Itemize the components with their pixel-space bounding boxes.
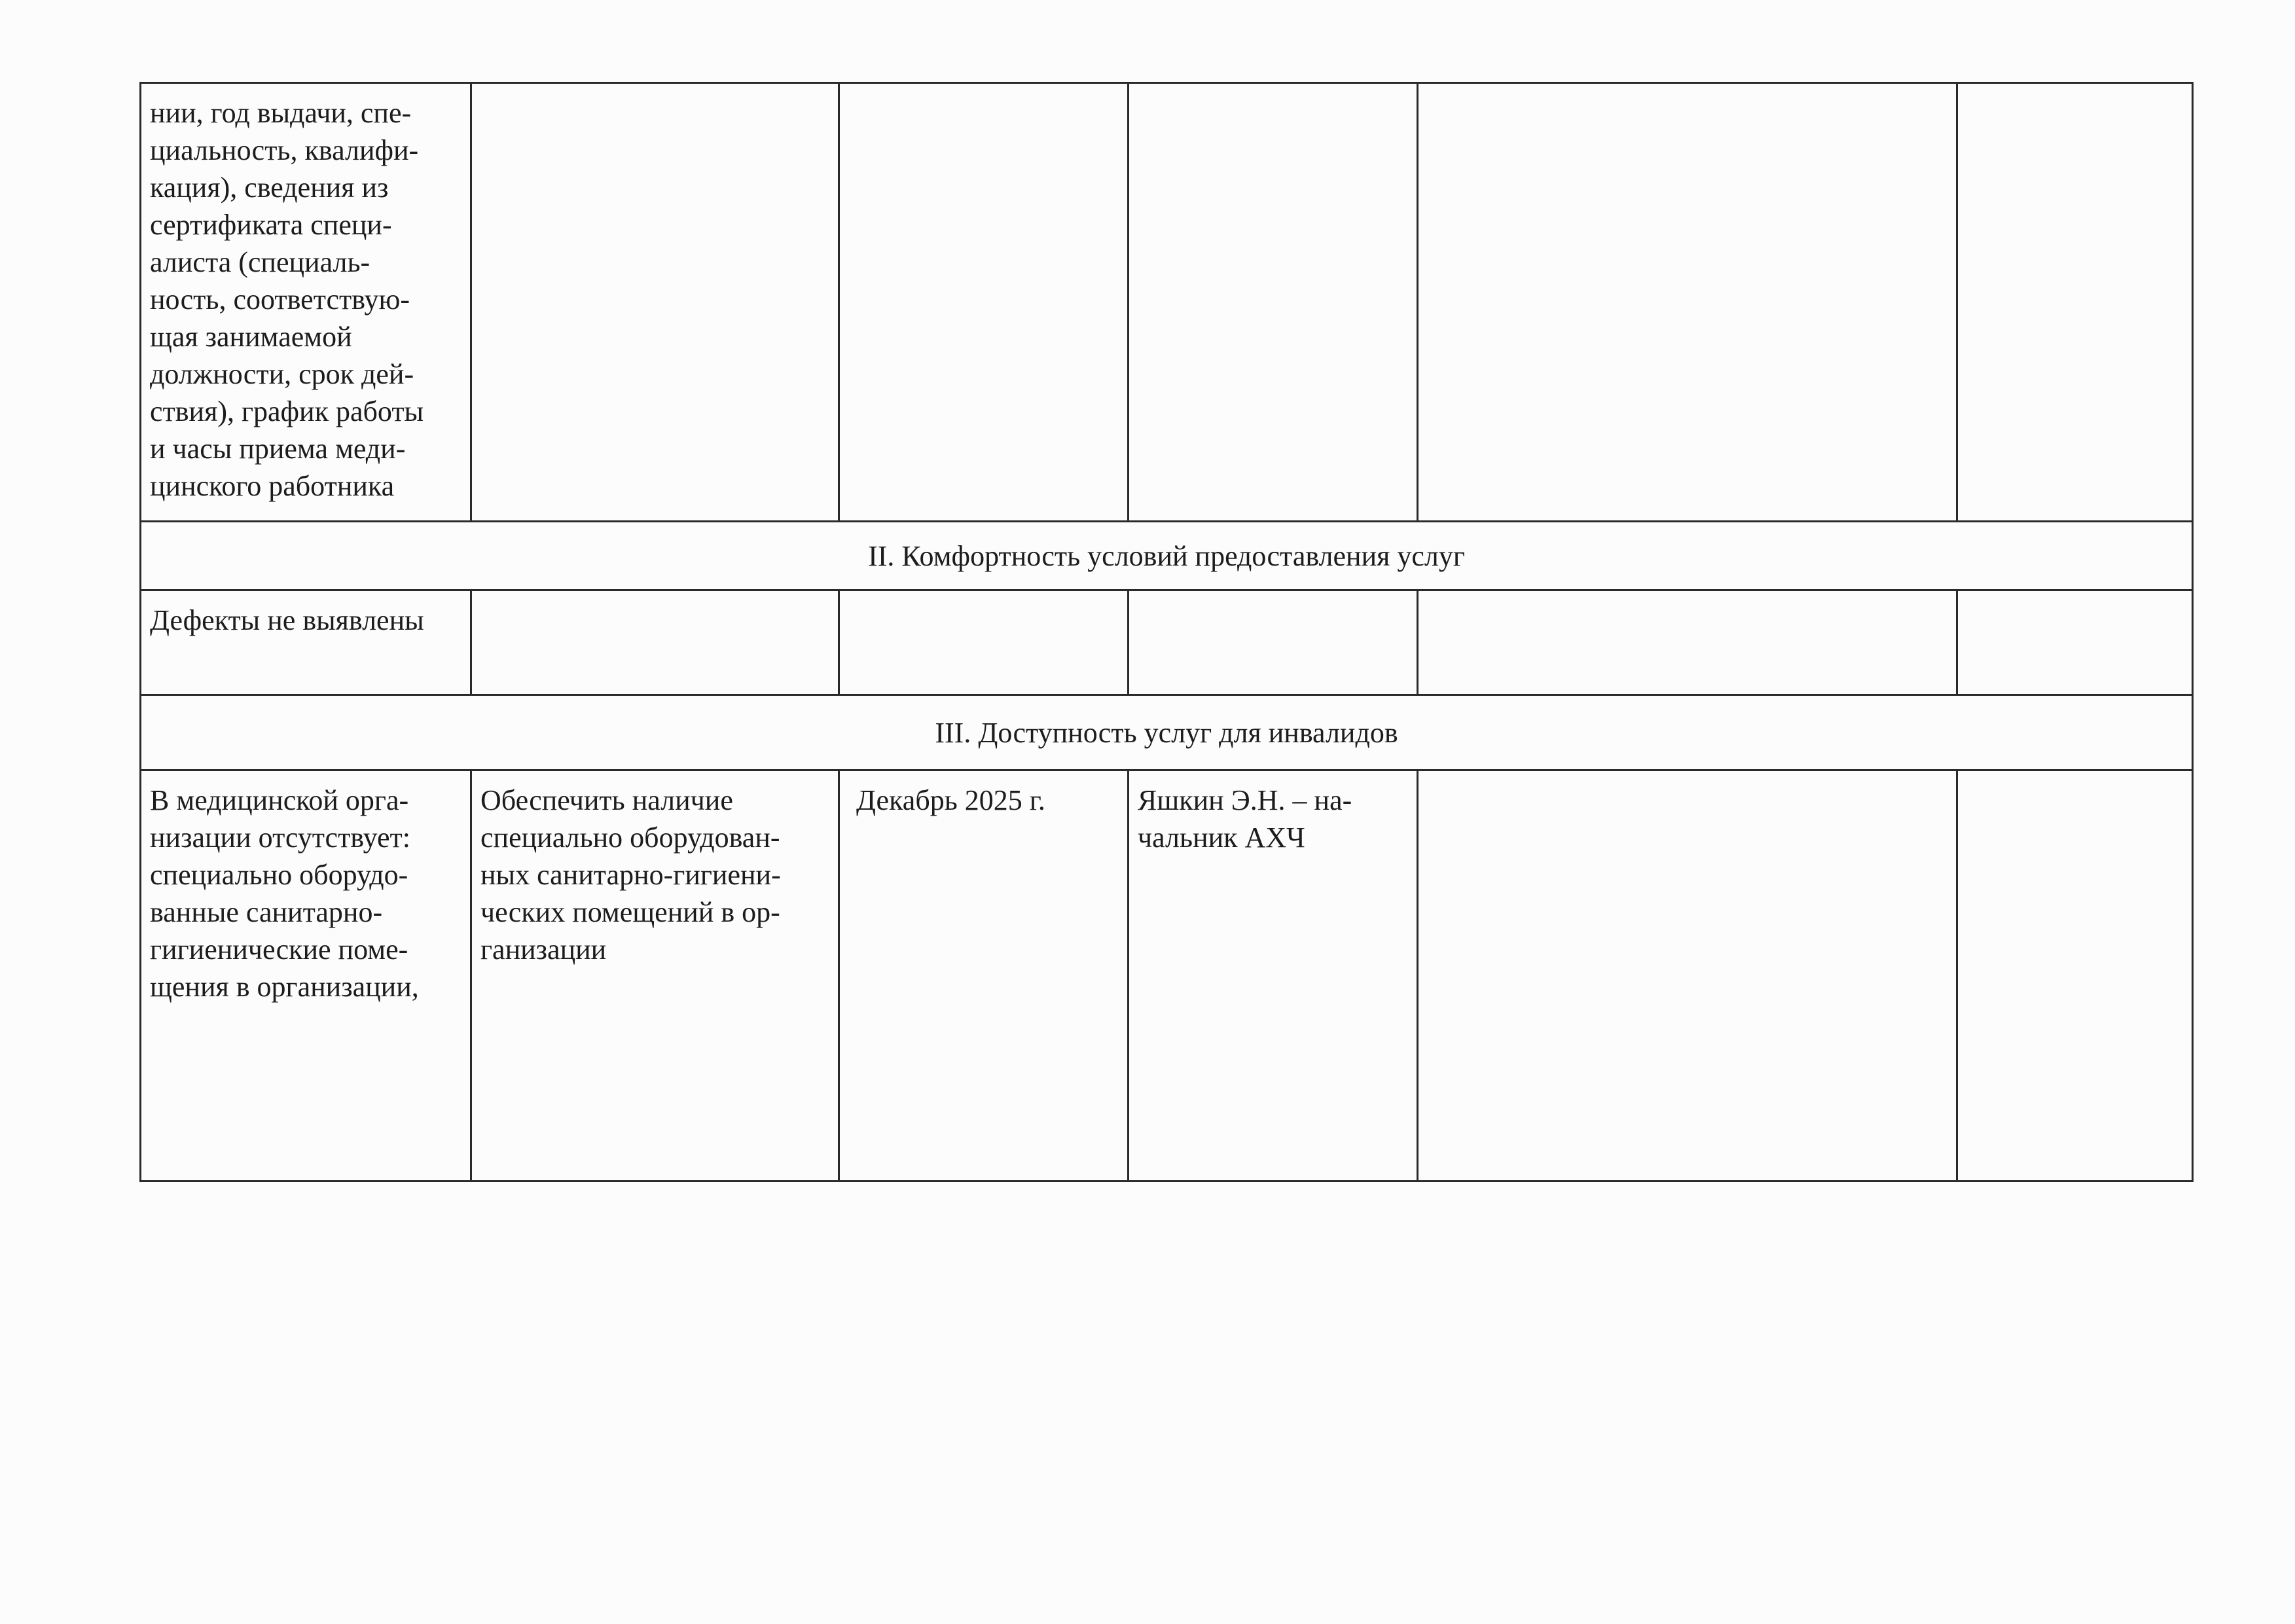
result-cell xyxy=(1418,83,1957,522)
result-cell xyxy=(1418,590,1957,695)
deadline-text: Декабрь 2025 г. xyxy=(856,784,1045,816)
table-row xyxy=(141,770,2193,1182)
actual-date-cell xyxy=(1957,770,2193,1182)
deadline-cell xyxy=(839,770,1129,1182)
result-cell xyxy=(1418,770,1957,1182)
section-header-row xyxy=(141,695,2193,770)
measure-cell xyxy=(471,770,839,1182)
criteria-cell xyxy=(141,83,471,522)
criteria-text: Дефекты не выявлены xyxy=(150,604,424,636)
actual-date-cell xyxy=(1957,83,2193,522)
responsible-cell xyxy=(1129,590,1418,695)
criteria-cell xyxy=(141,770,471,1182)
deadline-cell xyxy=(839,590,1129,695)
deadline-cell xyxy=(839,83,1129,522)
actual-date-cell xyxy=(1957,590,2193,695)
criteria-text: нии, год выдачи, спе- циальность, квалифи- кация), сведения из сертификата специ- алиста (специаль- ность, соответствую- щая занимаемой должности, срок дей- ствия), график работы и часы приема меди- цинского работника xyxy=(150,97,424,502)
measure-cell xyxy=(471,83,839,522)
section-header-row xyxy=(141,522,2193,590)
section-3-title: III. Доступность услуг для инвалидов xyxy=(141,695,2193,770)
criteria-cell xyxy=(141,590,471,695)
criteria-text: В медицинской орга- низации отсутствует: специально оборудо- ванные санитарно- гигиенические поме- щения в организации, xyxy=(150,784,419,1003)
measure-text: Обеспечить наличие специально оборудован- ных санитарно-гигиени- ческих помещений в ор- ганизации xyxy=(480,784,781,965)
table-row xyxy=(141,590,2193,695)
responsible-text: Яшкин Э.Н. – на- чальник АХЧ xyxy=(1138,784,1352,854)
improvement-plan-table xyxy=(139,82,2194,1182)
responsible-cell xyxy=(1129,83,1418,522)
section-2-title: II. Комфортность условий предоставления услуг xyxy=(141,522,2193,590)
table-row xyxy=(141,83,2193,522)
measure-cell xyxy=(471,590,839,695)
responsible-cell xyxy=(1129,770,1418,1182)
